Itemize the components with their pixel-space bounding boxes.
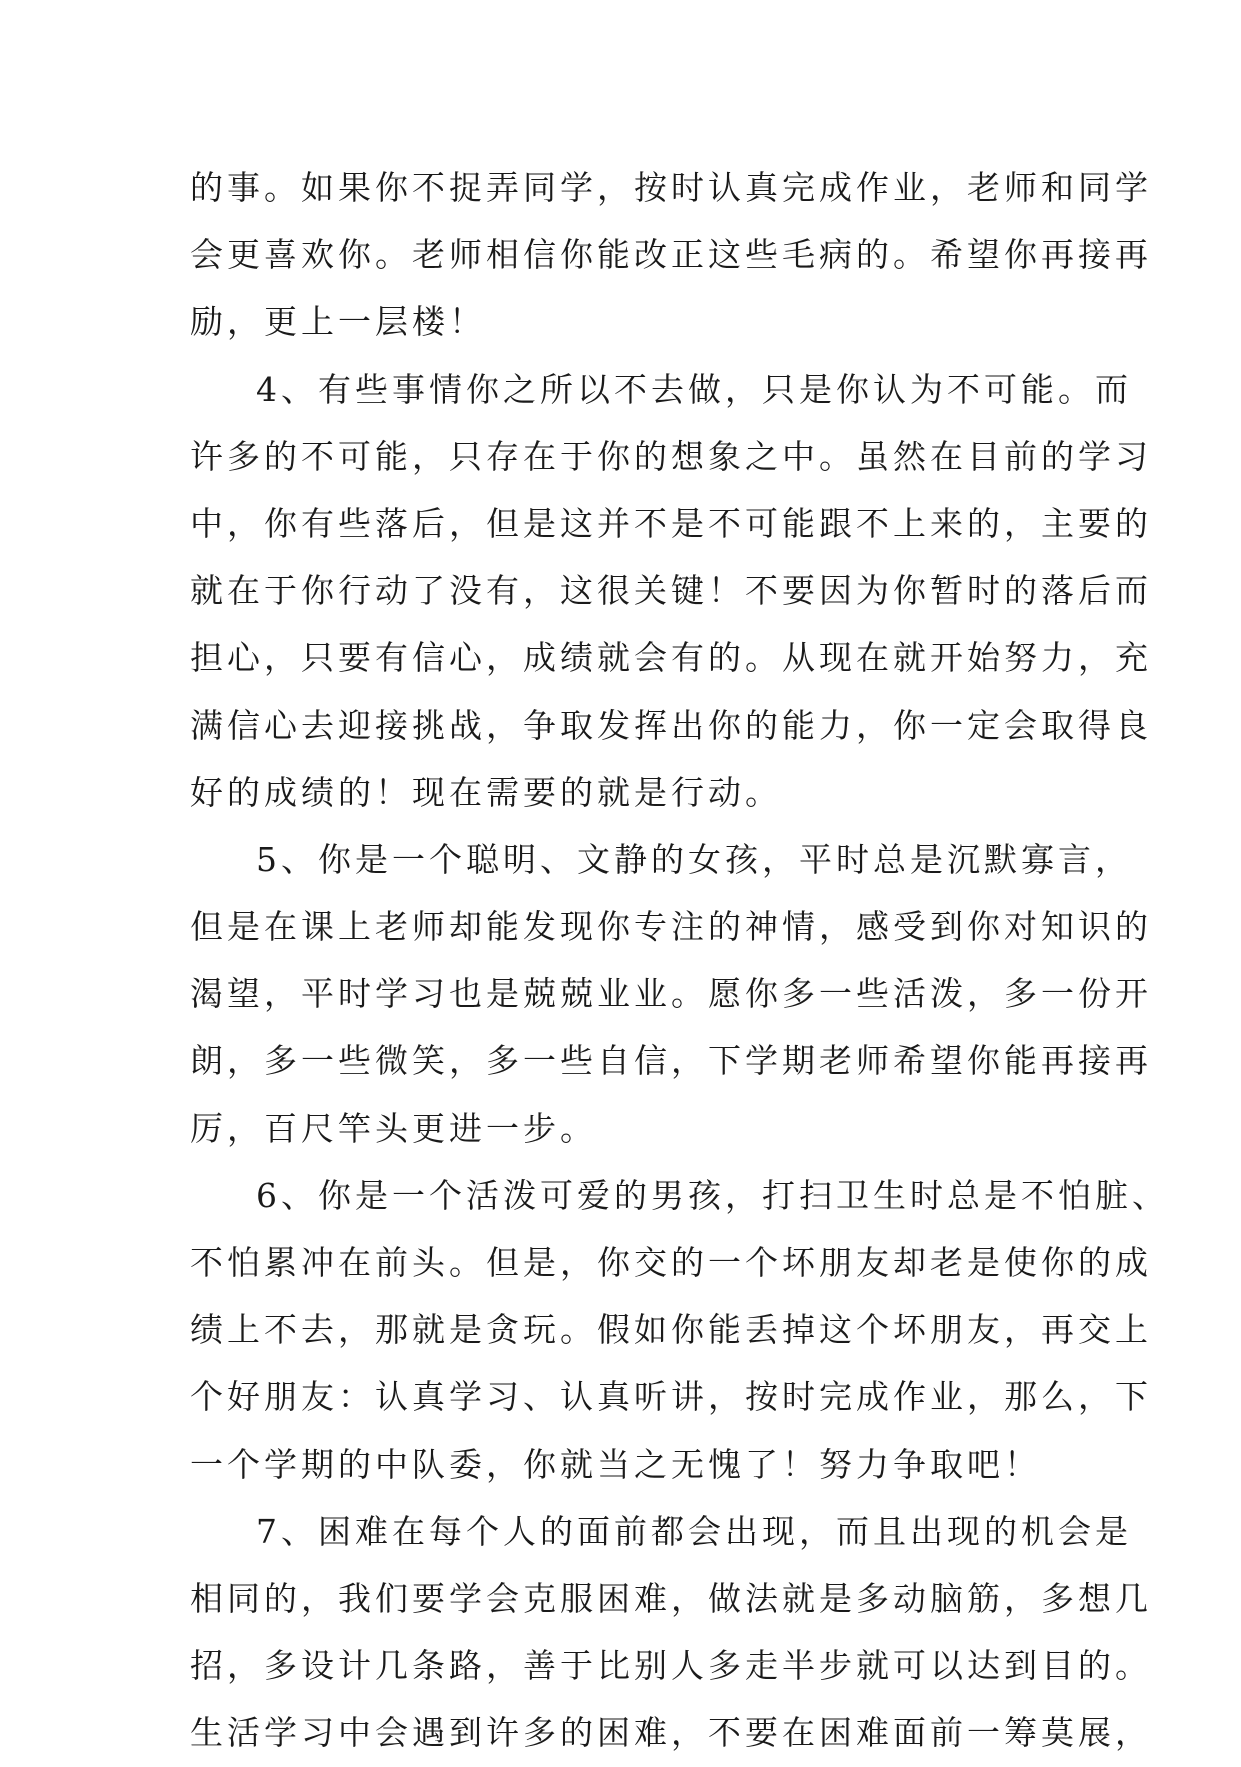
text-line: 许多的不可能，只存在于你的想象之中。虽然在目前的学习: [190, 436, 1152, 476]
text-line: 但是在课上老师却能发现你专注的神情，感受到你对知识的: [190, 907, 1152, 947]
text-line: 中，你有些落后，但是这并不是不可能跟不上来的，主要的: [190, 503, 1152, 543]
text-line: 生活学习中会遇到许多的困难，不要在困难面前一筹莫展，: [190, 1713, 1152, 1753]
paragraph-start-line: 5、你是一个聪明、文静的女孩，平时总是沉默寡言，: [256, 839, 1132, 879]
body-text: [190, 154, 1169, 1767]
text-line: 一个学期的中队委，你就当之无愧了！努力争取吧！: [190, 1444, 1041, 1484]
paragraph-start-line: 6、你是一个活泼可爱的男孩，打扫卫生时总是不怕脏、: [256, 1175, 1169, 1215]
text-line: 会更喜欢你。老师相信你能改正这些毛病的。希望你再接再: [190, 235, 1152, 275]
text-line: 的事。如果你不捉弄同学，按时认真完成作业，老师和同学: [190, 168, 1152, 207]
text-line: 好的成绩的！现在需要的就是行动。: [190, 772, 782, 812]
text-line: 励，更上一层楼！: [190, 302, 486, 342]
text-line: 个好朋友：认真学习、认真听讲，按时完成作业，那么，下: [190, 1377, 1152, 1417]
text-line: 厉，百尺竿头更进一步。: [190, 1108, 597, 1148]
text-line: 满信心去迎接挑战，争取发挥出你的能力，你一定会取得良: [190, 705, 1152, 745]
text-line: 担心，只要有信心，成绩就会有的。从现在就开始努力，充: [190, 638, 1152, 678]
text-line: 朗，多一些微笑，多一些自信，下学期老师希望你能再接再: [190, 1041, 1152, 1081]
paragraph-start-line: 4、有些事情你之所以不去做，只是你认为不可能。而: [256, 369, 1132, 409]
text-line: 就在于你行动了没有，这很关键！不要因为你暂时的落后而: [190, 571, 1152, 611]
paragraph-start-line: 7、困难在每个人的面前都会出现，而且出现的机会是: [256, 1511, 1132, 1551]
text-line: 相同的，我们要学会克服困难，做法就是多动脑筋，多想几: [190, 1578, 1152, 1618]
text-line: 不怕累冲在前头。但是，你交的一个坏朋友却老是使你的成: [190, 1243, 1152, 1282]
text-line: 渴望，平时学习也是兢兢业业。愿你多一些活泼，多一份开: [190, 974, 1152, 1014]
text-line: 招，多设计几条路，善于比别人多走半步就可以达到目的。: [190, 1646, 1152, 1686]
text-line: 绩上不去，那就是贪玩。假如你能丢掉这个坏朋友，再交上: [190, 1310, 1152, 1350]
